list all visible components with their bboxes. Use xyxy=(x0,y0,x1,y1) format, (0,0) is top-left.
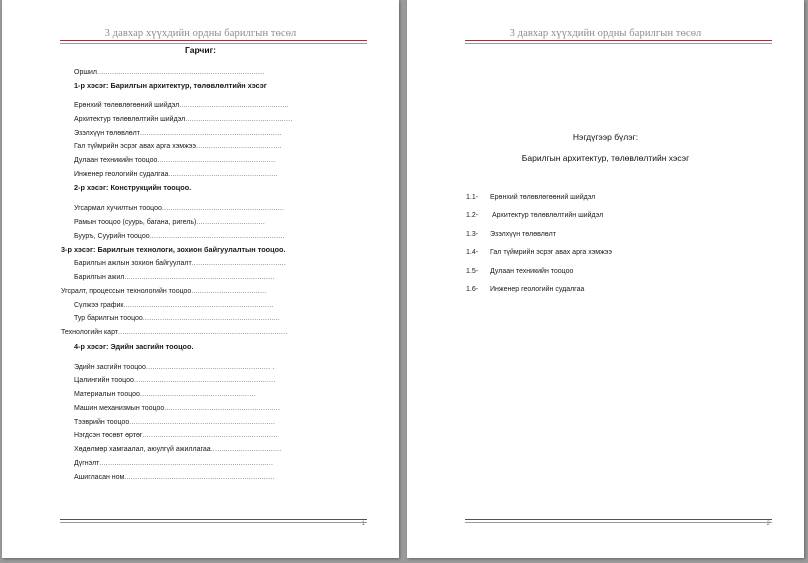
toc-entry: Угсармал хучилтын тооцоо......................................................... xyxy=(74,205,285,212)
toc-entry: Бууръ, Суурийн тооцоо............................................................... xyxy=(74,233,285,240)
toc-title: Гарчиг: xyxy=(185,45,216,55)
footer-rule-thin xyxy=(60,522,367,523)
header-rule-thin xyxy=(60,43,367,44)
section-item: 1.6- Инженер геологийн судалгаа xyxy=(466,286,585,293)
toc-section-heading: 3-р хэсэг: Барилгын технологи, зохион байгуулалтын тооцоо. xyxy=(61,245,286,254)
section-item: 1.1- Ерөнхий төлөвлөгөөний шийдэл xyxy=(466,194,596,201)
section-item: 1.3- Эзэлхүүн төлөвлөлт xyxy=(466,231,556,238)
page-header-title: 3 давхар хүүхдийн ордны барилгын төсөл xyxy=(104,28,297,39)
toc-entry: Ашигласан ном...................................................................... xyxy=(74,474,275,481)
toc-entry: Цалингийн тооцоо.................................................................. xyxy=(74,377,276,384)
toc-entry: Эдийн засгийн тооцоо.......................................................... . xyxy=(74,364,275,371)
toc-entry: Барилгын ажил...................................................................... xyxy=(74,274,275,281)
toc-entry: Инженер геологийн судалгаа................................................... xyxy=(74,171,278,178)
toc-entry: Хөдөлмөр хамгаалал, аюулгүй ажиллагаа................................. xyxy=(74,446,282,453)
chapter-label: Нэгдүгээр бүлэг: xyxy=(572,132,639,142)
header-rule xyxy=(465,40,772,41)
toc-section-heading: 4-р хэсэг: Эдийн засгийн тооцоо. xyxy=(74,342,194,351)
section-item: 1.4- Гал түймрийн эсрэг авах арга хэмжээ xyxy=(466,249,612,256)
toc-section-heading: 1-р хэсэг: Барилгын архитектур, төлөвлөлтийн хэсэг xyxy=(74,81,267,90)
toc-entry: Дулаан техникийн тооцоо....................................................... xyxy=(74,157,276,164)
toc-entry: Машин механизмын тооцоо...................................................... xyxy=(74,405,281,412)
toc-entry: Барилгын ажлын зохион байгуулалт............................................ xyxy=(74,260,287,267)
header-rule xyxy=(60,40,367,41)
toc-entry: Архитектур төлөвлөлтийн шийдэл.................................................. xyxy=(74,116,293,123)
toc-entry: Материалын тооцоо...................................................... xyxy=(74,391,256,398)
toc-entry: Рамын тооцоо (суурь, багана, ригель)................................ xyxy=(74,219,265,226)
toc-entry: Сүлжээ график...................................................................... xyxy=(74,302,274,309)
toc-section-heading: 2-р хэсэг: Конструкцийн тооцоо. xyxy=(74,183,192,192)
toc-entry: Угсралт, процессын технологийн тооцоо................................... xyxy=(61,288,267,295)
toc-entry: Тур барилгын тооцоо................................................................ xyxy=(74,315,281,322)
document-page-2 xyxy=(407,0,804,558)
footer-rule-thin xyxy=(465,522,772,523)
toc-entry: Технологийн карт............................................................................... xyxy=(61,329,288,336)
document-page-1 xyxy=(2,0,399,558)
toc-entry: Нэгдсэн төсөвт өртөг............................................................... xyxy=(74,432,278,439)
header-rule-thin xyxy=(465,43,772,44)
page-header-title: 3 давхар хүүхдийн ордны барилгын төсөл xyxy=(509,28,702,39)
footer-rule xyxy=(60,519,367,520)
toc-entry: Ерөнхий төлөвлөгөөний шийдэл................................................... xyxy=(74,102,289,109)
toc-entry: Оршил.............................................................................. xyxy=(74,69,265,76)
page-number: 2 xyxy=(766,521,770,527)
page-number: 1 xyxy=(361,521,365,527)
chapter-title: Барилгын архитектур, төлөвлөлтийн хэсэг xyxy=(521,153,690,163)
toc-entry: Дүгнэлт................................................................................. xyxy=(74,460,274,467)
toc-entry: Эзэлхүүн төлөвлөлт.................................................................. xyxy=(74,130,282,137)
toc-entry: Тээврийн тооцоо.................................................................... xyxy=(74,419,276,426)
footer-rule xyxy=(465,519,772,520)
section-item: 1.2- Архитектур төлөвлөлтийн шийдэл xyxy=(466,212,604,219)
toc-entry: Гал түймрийн эсрэг авах арга хэмжээ........................................ xyxy=(74,143,282,150)
section-item: 1.5- Дулаан техникийн тооцоо xyxy=(466,268,574,275)
